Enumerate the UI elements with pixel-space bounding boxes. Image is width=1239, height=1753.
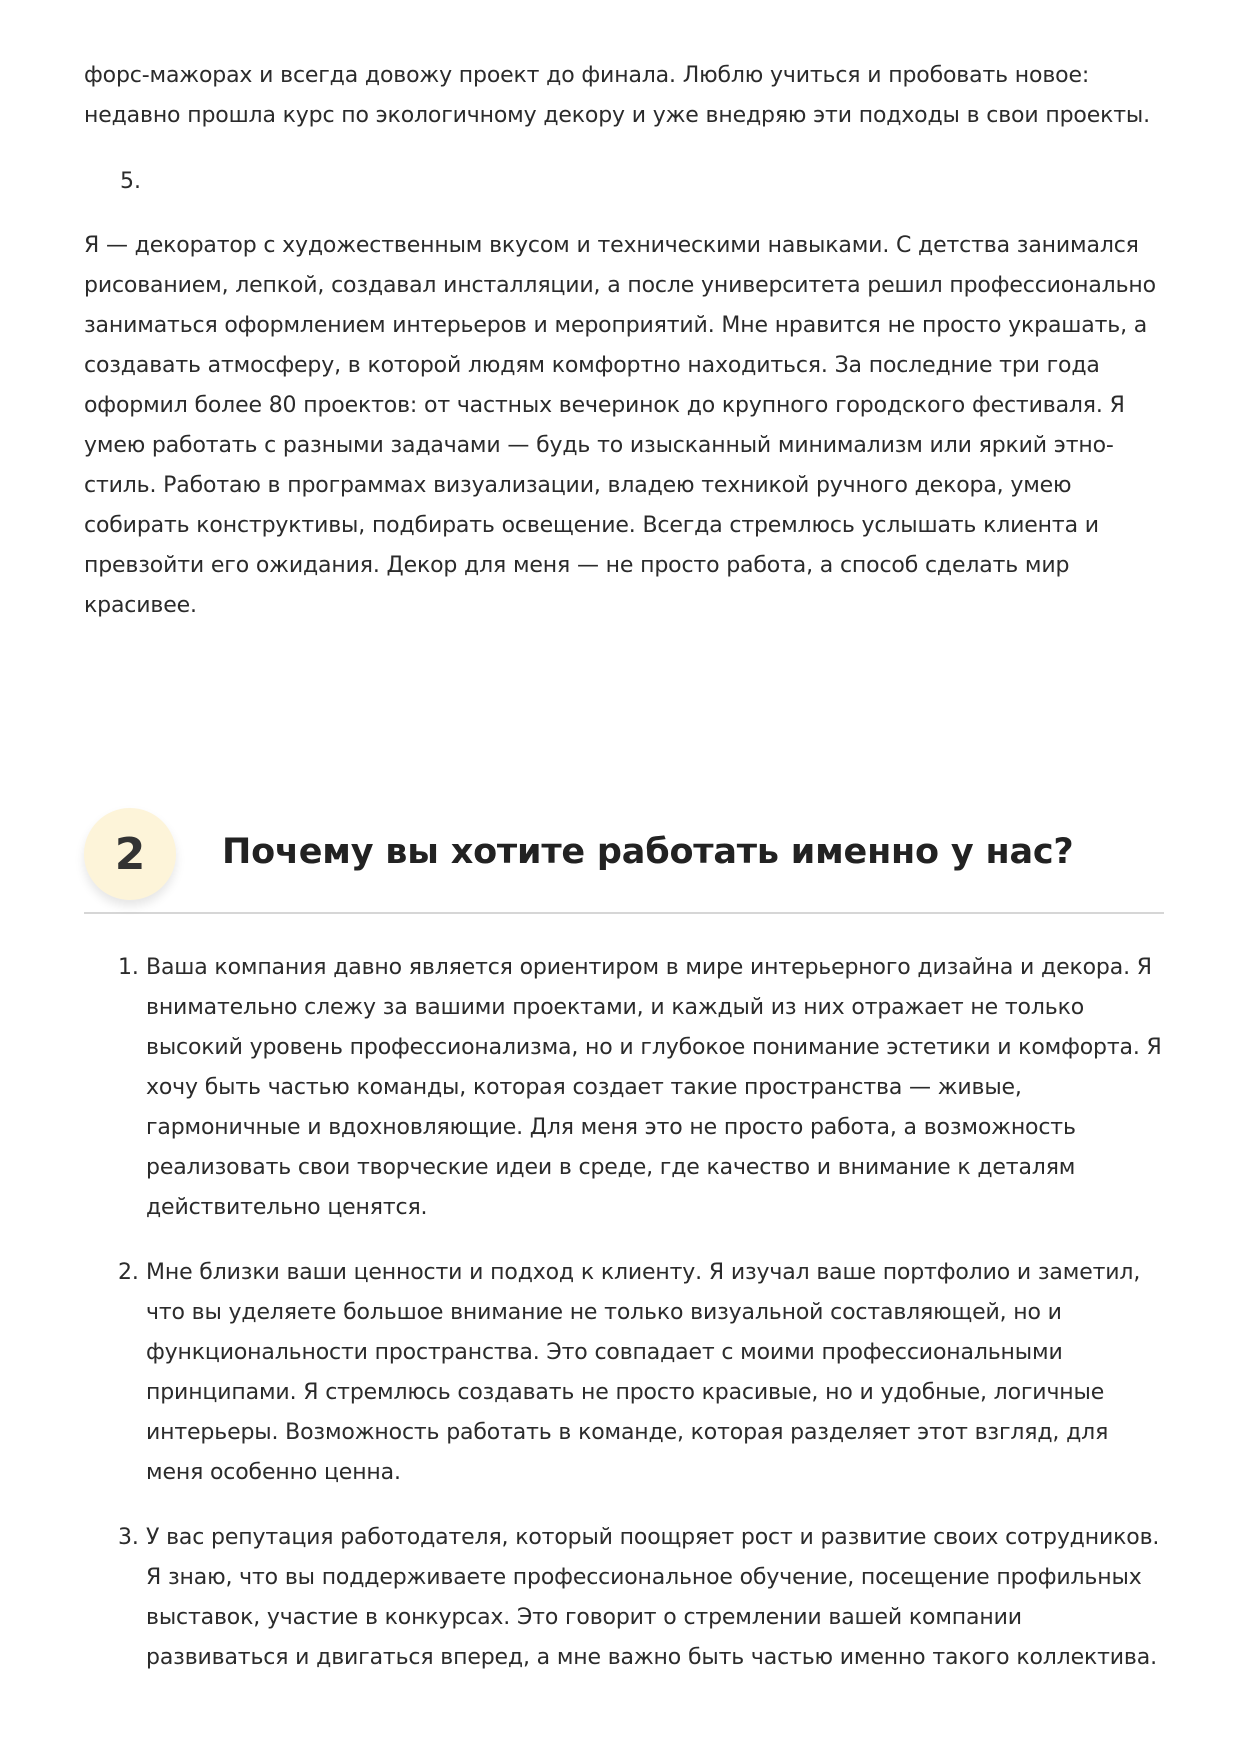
list-item-index: 3.: [118, 1525, 139, 1550]
list-item: [84, 948, 1164, 1228]
list-item-text: Мне близки ваши ценности и подход к клиенту. Я изучал ваше портфолио и заметил, что вы уделяете большое внимание не только визуальной составляющей, но и функциональности пространства. Это совпадает с моими профессиональными принципами. Я стремлюсь создавать не просто красивые, но и удобные, логичные интерьеры. Возможность работать в команде, которая разделяет этот взгляд, для меня особенно ценна.: [146, 1260, 1141, 1485]
section-title: Почему вы хотите работать именно у нас?: [222, 832, 1074, 872]
section-header: [84, 804, 1164, 914]
section-number-badge: 2: [84, 808, 176, 900]
list-number-marker: 5.: [120, 169, 141, 194]
previous-answer-continuation: форс-мажорах и всегда довожу проект до финала. Люблю учиться и пробовать новое: недавно прошла курс по экологичному декору и уже внедряю эти подходы в свои проекты.: [84, 63, 1150, 128]
list-item-text: Ваша компания давно является ориентиром в мире интерьерного дизайна и декора. Я внимательно слежу за вашими проектами, и каждый из них отражает не только высокий уровень профессионализма, но и глубокое понимание эстетики и комфорта. Я хочу быть частью команды, которая создает такие пространства — живые, гармоничные и вдохновляющие. Для меня это не просто работа, а возможность реализовать свои творческие идеи в среде, где качество и внимание к деталям действительно ценятся.: [146, 955, 1162, 1220]
list-item-index: 1.: [118, 955, 139, 980]
document-body: [84, 56, 1164, 626]
list-item-text: У вас репутация работодателя, который поощряет рост и развитие своих сотрудников. Я знаю, что вы поддерживаете профессиональное обучение, посещение профильных выставок, участие в конкурсах. Это говорит о стремлении вашей компании развиваться и двигаться вперед, а мне важно быть частью именно такого коллектива.: [146, 1525, 1160, 1670]
bio-paragraph: Я — декоратор с художественным вкусом и техническими навыками. С детства занимался рисованием, лепкой, создавал инсталляции, а после университета решил профессионально заниматься оформлением интерьеров и мероприятий. Мне нравится не просто украшать, а создавать атмосферу, в которой людям комфортно находиться. За последние три года оформил более 80 проектов: от частных вечеринок до крупного городского фестиваля. Я умею работать с разными задачами — будь то изысканный минимализм или яркий этно-стиль. Работаю в программах визуализации, владею техникой ручного декора, умею собирать конструктивы, подбирать освещение. Всегда стремлюсь услышать клиента и превзойти его ожидания. Декор для меня — не просто работа, а способ сделать мир красивее.: [84, 233, 1156, 618]
list-item: [84, 1253, 1164, 1493]
list-item: [84, 1518, 1164, 1678]
answers-list: [84, 948, 1164, 1703]
list-item-index: 2.: [118, 1260, 139, 1285]
